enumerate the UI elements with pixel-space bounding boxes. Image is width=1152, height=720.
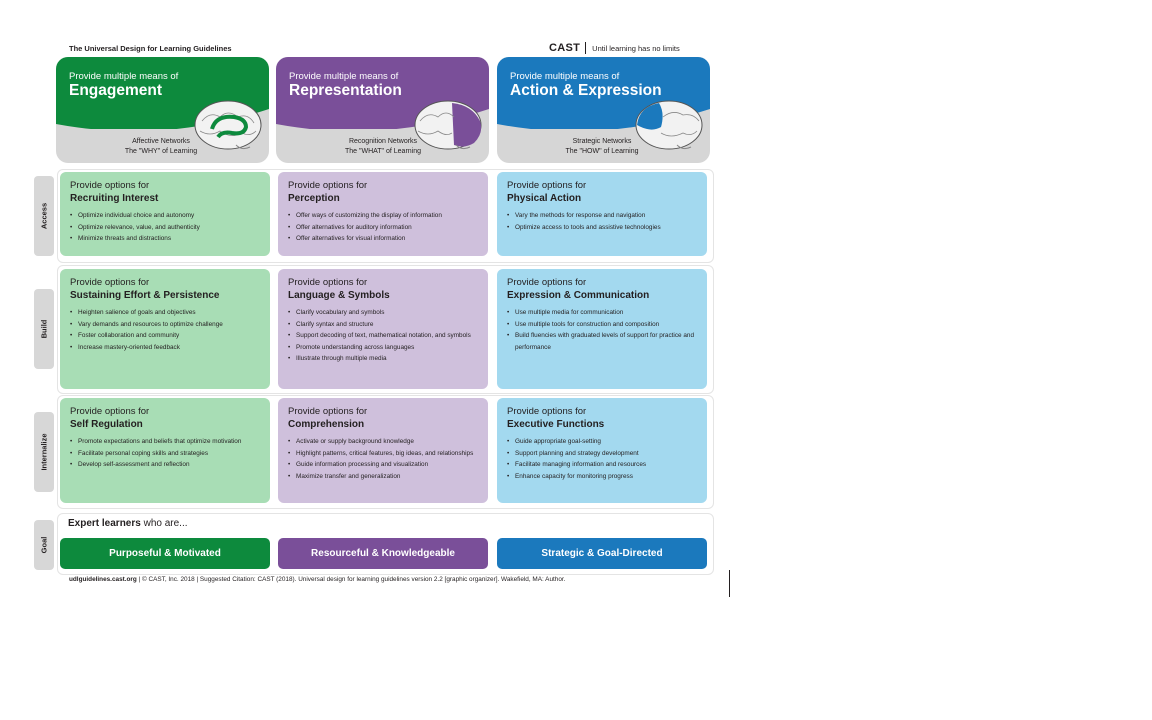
engagement-title: Engagement xyxy=(69,82,163,99)
footer-link[interactable]: udlguidelines.cast.org xyxy=(69,576,137,583)
row-label-access: Access xyxy=(34,176,54,256)
list-item: • Offer alternatives for auditory information xyxy=(288,222,478,234)
card-title: Expression & Communication xyxy=(507,290,650,301)
list-item: • Promote understanding across languages xyxy=(288,342,478,354)
list-item: • Minimize threats and distractions xyxy=(70,233,260,245)
goal-strategic-directed: Strategic & Goal-Directed xyxy=(497,538,707,569)
list-item: • Vary the methods for response and navigation xyxy=(507,210,697,222)
list-item: • Vary demands and resources to optimize challenge xyxy=(70,319,260,331)
card-title: Executive Functions xyxy=(507,419,605,430)
list-item: • Illustrate through multiple media xyxy=(288,353,478,365)
representation-pre: Provide multiple means of xyxy=(289,71,399,82)
action-network: Strategic Networks The "HOW" of Learning xyxy=(565,138,639,155)
list-item: • Build fluencies with graduated levels of support for practice and performance xyxy=(507,330,697,353)
list-item: • Guide information processing and visualization xyxy=(288,459,478,471)
list-item: • Facilitate managing information and resources xyxy=(507,459,697,471)
representation-title: Representation xyxy=(289,82,402,99)
list-item: • Offer ways of customizing the display of information xyxy=(288,210,478,222)
row-label-build: Build xyxy=(34,289,54,369)
document-title: The Universal Design for Learning Guidelines xyxy=(69,44,232,53)
goal-purposeful-motivated: Purposeful & Motivated xyxy=(60,538,270,569)
list-item: • Support decoding of text, mathematical notation, and symbols xyxy=(288,330,478,342)
row-label-internalize: Internalize xyxy=(34,412,54,492)
goal-resourceful-knowledgeable: Resourceful & Knowledgeable xyxy=(278,538,488,569)
list-item: • Optimize access to tools and assistive technologies xyxy=(507,222,697,234)
list-item: • Guide appropriate goal-setting xyxy=(507,436,697,448)
list-item: • Maximize transfer and generalization xyxy=(288,471,478,483)
card-title: Language & Symbols xyxy=(288,290,390,301)
list-item: • Facilitate personal coping skills and strategies xyxy=(70,448,260,460)
brand-tagline: Until learning has no limits xyxy=(592,43,680,53)
list-item: • Support planning and strategy development xyxy=(507,448,697,460)
list-item: • Activate or supply background knowledge xyxy=(288,436,478,448)
representation-header xyxy=(276,57,489,163)
list-item: • Highlight patterns, critical features, big ideas, and relationships xyxy=(288,448,478,460)
list-item: • Promote expectations and beliefs that optimize motivation xyxy=(70,436,260,448)
list-item: • Optimize relevance, value, and authenticity xyxy=(70,222,260,234)
engagement-header xyxy=(56,57,269,163)
card-physical-action: Provide options for Physical Action • Vary the methods for response and navigation • Optimize access to tools and assistive technologies xyxy=(497,172,707,256)
engagement-network: Affective Networks The "WHY" of Learning xyxy=(124,138,198,155)
action-header xyxy=(497,57,710,163)
card-executive-functions: Provide options for Executive Functions • Guide appropriate goal-setting • Support planning and strategy development • Facilitate managing information and resources • Enhance capacity for monitoring progress xyxy=(497,398,707,503)
list-item: • Use multiple media for communication xyxy=(507,307,697,319)
list-item: • Enhance capacity for monitoring progress xyxy=(507,471,697,483)
card-comprehension: Provide options for Comprehension • Activate or supply background knowledge • Highlight patterns, critical features, big ideas, and relationships • Guide information processing and visualization • Maximize transfer and generalization xyxy=(278,398,488,503)
card-recruiting-interest: Provide options for Recruiting Interest • Optimize individual choice and autonomy • Optimize relevance, value, and authenticity • Minimize threats and distractions xyxy=(60,172,270,256)
card-title: Physical Action xyxy=(507,193,582,204)
list-item: • Offer alternatives for visual information xyxy=(288,233,478,245)
footer-citation: udlguidelines.cast.org | © CAST, Inc. 2018 | Suggested Citation: CAST (2018). Universal design for learning guidelines version 2.2 [graphic organizer]. Wakefield, MA: Author. xyxy=(69,576,566,583)
card-language-symbols: Provide options for Language & Symbols • Clarify vocabulary and symbols • Clarify syntax and structure • Support decoding of text, mathematical notation, and symbols • Promote understanding across languages • Illustrate through multiple media xyxy=(278,269,488,389)
goal-heading: Expert learners who are... xyxy=(68,518,188,529)
card-title: Perception xyxy=(288,193,340,204)
card-sustaining-effort: Provide options for Sustaining Effort & Persistence • Heighten salience of goals and objectives • Vary demands and resources to optimize challenge • Foster collaboration and community • Increase mastery-oriented feedback xyxy=(60,269,270,389)
list-item: • Develop self-assessment and reflection xyxy=(70,459,260,471)
divider-line xyxy=(729,570,730,597)
card-title: Recruiting Interest xyxy=(70,193,159,204)
action-pre: Provide multiple means of xyxy=(510,71,620,82)
list-item: • Heighten salience of goals and objectives xyxy=(70,307,260,319)
representation-network: Recognition Networks The "WHAT" of Learning xyxy=(344,138,422,155)
brand-logo: CAST xyxy=(549,42,581,54)
list-item: • Clarify syntax and structure xyxy=(288,319,478,331)
engagement-pre: Provide multiple means of xyxy=(69,71,179,82)
row-label-goal: Goal xyxy=(34,520,54,570)
action-title: Action & Expression xyxy=(510,82,662,99)
list-item: • Use multiple tools for construction and composition xyxy=(507,319,697,331)
card-expression-communication: Provide options for Expression & Communication • Use multiple media for communication • Use multiple tools for construction and composition • Build fluencies with graduated levels of support for practice and performance xyxy=(497,269,707,389)
card-self-regulation: Provide options for Self Regulation • Promote expectations and beliefs that optimize motivation • Facilitate personal coping skills and strategies • Develop self-assessment and reflection xyxy=(60,398,270,503)
list-item: • Optimize individual choice and autonomy xyxy=(70,210,260,222)
card-title: Comprehension xyxy=(288,419,365,430)
cast-brand xyxy=(549,42,694,54)
list-item: • Foster collaboration and community xyxy=(70,330,260,342)
list-item: • Increase mastery-oriented feedback xyxy=(70,342,260,354)
brand-divider xyxy=(585,42,586,54)
card-title: Self Regulation xyxy=(70,419,143,430)
card-perception: Provide options for Perception • Offer ways of customizing the display of information • Offer alternatives for auditory information • Offer alternatives for visual information xyxy=(278,172,488,256)
list-item: • Clarify vocabulary and symbols xyxy=(288,307,478,319)
card-title: Sustaining Effort & Persistence xyxy=(70,290,220,301)
